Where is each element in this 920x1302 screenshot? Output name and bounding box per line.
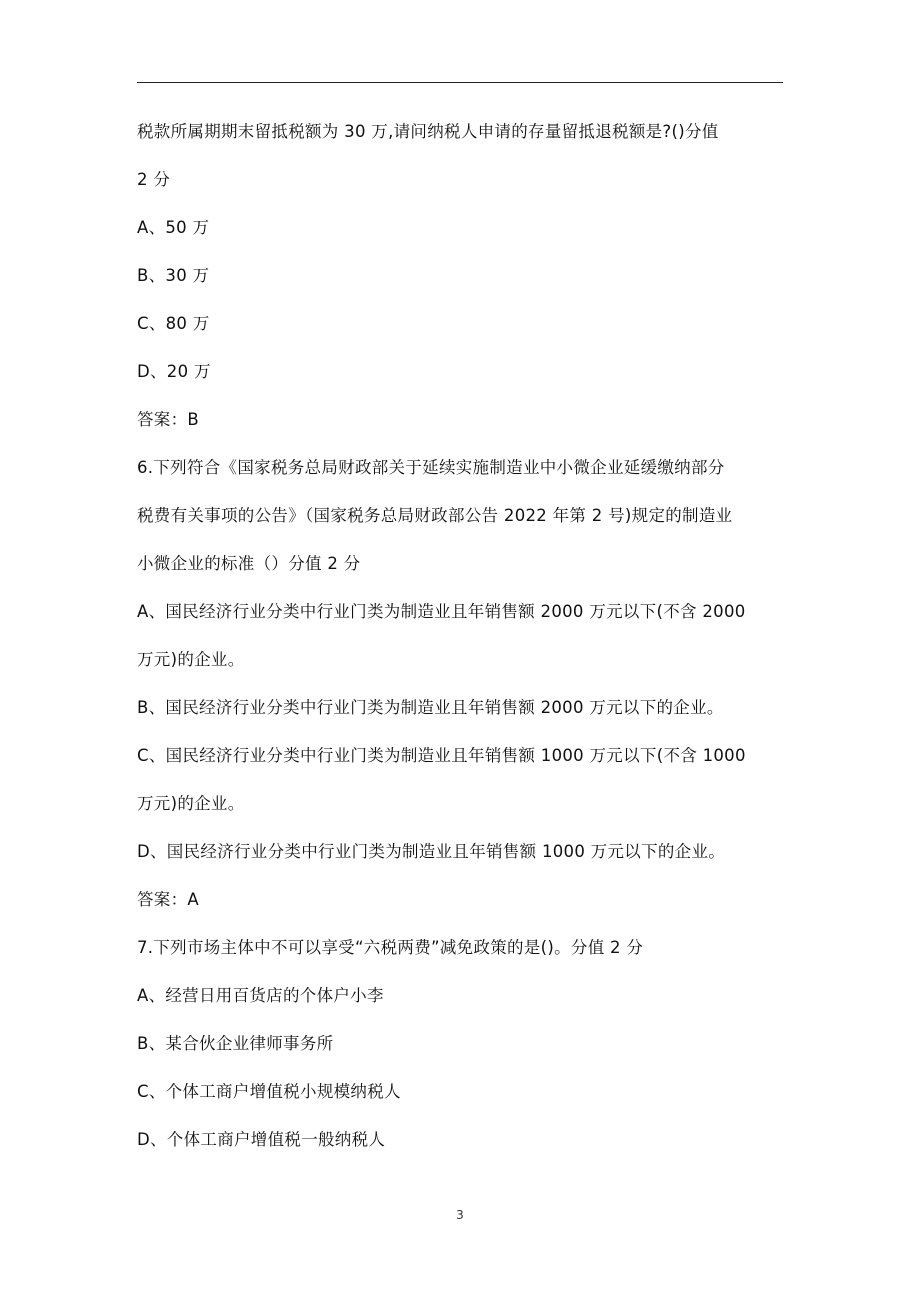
question-6-stem-line-1: 6.下列符合《国家税务总局财政部关于延续实施制造业中小微企业延缓缴纳部分 [137,458,725,477]
question-7-option-b: B、某合伙企业律师事务所 [137,1034,334,1053]
question-5-answer: 答案：B [137,410,200,429]
question-7-option-d: D、个体工商户增值税一般纳税人 [137,1130,386,1149]
question-5-option-a: A、50 万 [137,218,210,237]
question-5-stem-line-1: 税款所属期期末留抵税额为 30 万,请问纳税人申请的存量留抵退税额是?()分值 [137,122,719,141]
question-6-answer: 答案：A [137,890,199,909]
page-number: 3 [456,1208,464,1222]
question-5-option-d: D、20 万 [137,362,211,381]
question-7-option-c: C、个体工商户增值税小规模纳税人 [137,1082,401,1101]
page-content [137,120,783,1176]
question-6-option-d: D、国民经济行业分类中行业门类为制造业且年销售额 1000 万元以下的企业。 [137,842,726,861]
question-5-option-b: B、30 万 [137,266,210,285]
question-6-stem-line-2: 税费有关事项的公告》（国家税务总局财政部公告 2022 年第 2 号)规定的制造业 [137,506,733,525]
question-6-option-c-line-2: 万元)的企业。 [137,794,245,813]
question-5-option-c: C、80 万 [137,314,210,333]
question-7-option-a: A、经营日用百货店的个体户小李 [137,986,384,1005]
question-6-stem-line-3: 小微企业的标准（）分值 2 分 [137,554,361,573]
question-6-option-c-line-1: C、国民经济行业分类中行业门类为制造业且年销售额 1000 万元以下(不含 1000 [137,746,746,765]
question-6-option-a-line-2: 万元)的企业。 [137,650,245,669]
question-6-option-b: B、国民经济行业分类中行业门类为制造业且年销售额 2000 万元以下的企业。 [137,698,724,717]
question-7-stem: 7.下列市场主体中不可以享受“六税两费”减免政策的是()。分值 2 分 [137,938,644,957]
header-rule [137,82,783,83]
question-6-option-a-line-1: A、国民经济行业分类中行业门类为制造业且年销售额 2000 万元以下(不含 2000 [137,602,746,621]
question-5-stem-line-2: 2 分 [137,170,171,189]
